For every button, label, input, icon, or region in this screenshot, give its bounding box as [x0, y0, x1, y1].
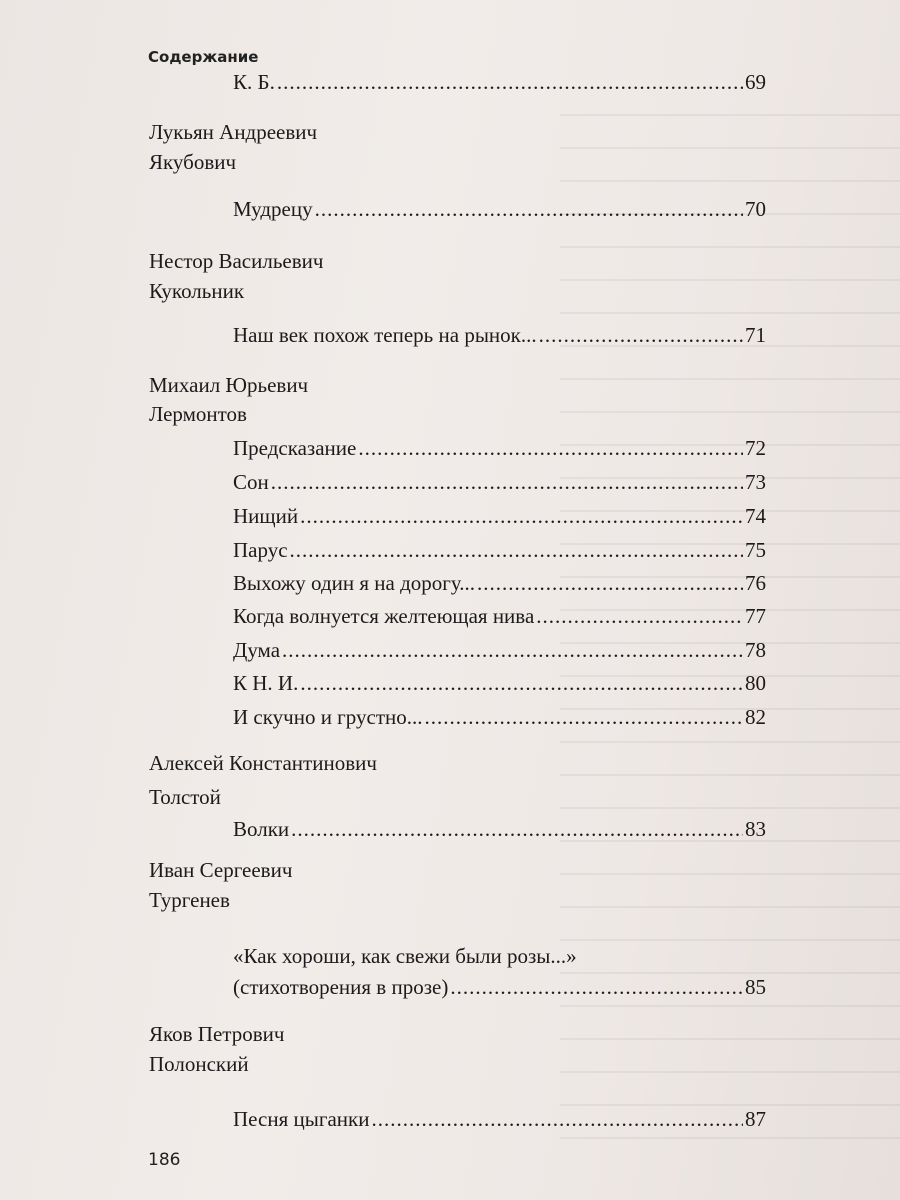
entry-title: И скучно и грустно...	[233, 705, 423, 729]
dot-leader	[539, 322, 743, 348]
dot-leader	[425, 704, 743, 730]
entry-page: 74	[745, 504, 766, 528]
author-name: Иван Сергеевич	[149, 858, 293, 882]
dot-leader	[450, 974, 743, 1000]
author-name: Михаил Юрьевич	[149, 373, 309, 397]
author-name: Яков Петрович	[149, 1022, 285, 1046]
toc-entry[interactable]	[233, 322, 766, 348]
dot-leader	[477, 570, 743, 596]
dot-leader	[291, 816, 743, 842]
dot-leader	[300, 503, 743, 529]
entry-title: Сон	[233, 470, 269, 494]
entry-page: 80	[745, 671, 766, 695]
dot-leader	[358, 435, 743, 461]
dot-leader	[315, 196, 743, 222]
entry-title: Дума	[233, 638, 281, 662]
entry-page: 69	[745, 70, 766, 94]
entry-page: 72	[745, 436, 766, 460]
entry-title: К. Б.	[233, 70, 275, 94]
entry-page: 71	[745, 323, 766, 347]
entry-title: К Н. И.	[233, 671, 299, 695]
entry-page: 70	[745, 197, 766, 221]
entry-title: Волки	[233, 817, 290, 841]
dot-leader	[271, 469, 743, 495]
page-number: 186	[148, 1150, 181, 1170]
entry-title: Нищий	[233, 504, 299, 528]
entry-page: 78	[745, 638, 766, 662]
toc-entry[interactable]	[233, 670, 766, 696]
author-name: Полонский	[149, 1052, 249, 1076]
toc-entry[interactable]	[233, 69, 766, 95]
entry-title: Выхожу один я на дорогу...	[233, 571, 476, 595]
entry-page: 85	[745, 975, 766, 999]
author-name: Нестор Васильевич	[149, 249, 324, 273]
toc-entry[interactable]	[233, 503, 766, 529]
entry-title-line: «Как хороши, как свежи были розы...»	[233, 944, 577, 968]
dot-leader	[300, 670, 743, 696]
author-name: Кукольник	[149, 279, 245, 303]
dot-leader	[282, 637, 743, 663]
author-name: Якубович	[149, 150, 237, 174]
entry-title: (стихотворения в прозе)	[233, 975, 449, 999]
dot-leader	[290, 537, 743, 563]
toc-entry[interactable]	[233, 196, 766, 222]
toc-entry[interactable]	[233, 816, 766, 842]
toc-entry[interactable]	[233, 1106, 766, 1132]
toc-entry[interactable]	[233, 603, 766, 629]
author-name: Лукьян Андреевич	[149, 120, 318, 144]
entry-page: 87	[745, 1107, 766, 1131]
entry-title: Песня цыганки	[233, 1107, 370, 1131]
entry-page: 77	[745, 604, 766, 628]
toc-entry[interactable]	[233, 537, 766, 563]
dot-leader	[277, 69, 743, 95]
author-name: Толстой	[149, 785, 221, 809]
entry-page: 83	[745, 817, 766, 841]
dot-leader	[371, 1106, 743, 1132]
entry-title: Наш век похож теперь на рынок...	[233, 323, 537, 347]
author-name: Алексей Константинович	[149, 751, 377, 775]
entry-title: Когда волнуется желтеющая нива	[233, 604, 535, 628]
entry-page: 82	[745, 705, 766, 729]
entry-title: Предсказание	[233, 436, 357, 460]
entry-title: Мудрецу	[233, 197, 313, 221]
toc-entry[interactable]	[233, 704, 766, 730]
toc-entry[interactable]	[233, 435, 766, 461]
entry-title: Парус	[233, 538, 288, 562]
author-name: Лермонтов	[149, 402, 247, 426]
author-name: Тургенев	[149, 888, 230, 912]
toc-entry[interactable]	[233, 637, 766, 663]
entry-page: 73	[745, 470, 766, 494]
toc-entry[interactable]	[233, 974, 766, 1000]
toc-entry[interactable]	[233, 570, 766, 596]
toc-entry[interactable]	[233, 469, 766, 495]
entry-page: 76	[745, 571, 766, 595]
running-header: Содержание	[148, 48, 259, 66]
dot-leader	[536, 603, 743, 629]
entry-page: 75	[745, 538, 766, 562]
